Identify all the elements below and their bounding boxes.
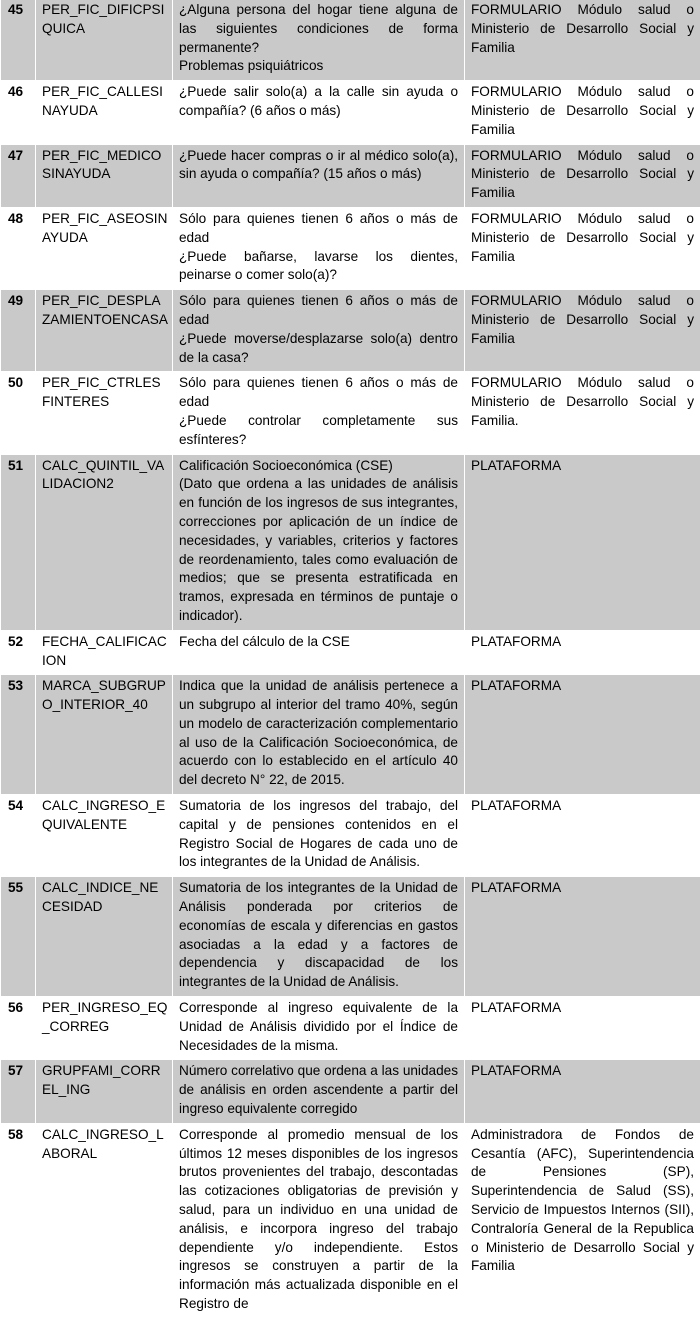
table-row: [1, 795, 700, 877]
description-paragraph: (Dato que ordena a las unidades de análisis en función de los ingresos de sus integrantes, correcciones por aplicación de un índice de necesidades, y variables, criterios y factores de reordenamiento, tales como evaluación de medios; que se presenta estratificada en tramos, expresada en términos de puntaje o indicador).: [179, 475, 458, 625]
description-paragraph: Sumatoria de los ingresos del trabajo, del capital y de pensiones contenidos en el Registro Social de Hogares de cada uno de los integrantes de la Unidad de Análisis.: [179, 797, 458, 872]
description-paragraph: ¿Puede hacer compras o ir al médico solo(a), sin ayuda o compañía? (15 años o más): [179, 147, 458, 185]
row-number: 49: [1, 290, 36, 372]
row-number: 57: [1, 1060, 36, 1123]
description-paragraph: Corresponde al ingreso equivalente de la Unidad de Análisis dividido por el Índice de Necesidades de la misma.: [179, 999, 458, 1055]
data-source: PLATAFORMA: [465, 795, 700, 877]
variable-name: MARCA_SUBGRUPO_INTERIOR_40: [36, 675, 173, 795]
row-number: 48: [1, 207, 36, 289]
variable-name: PER_FIC_ASEOSINAYUDA: [36, 207, 173, 289]
data-source: PLATAFORMA: [465, 877, 700, 997]
variable-description: [173, 1123, 465, 1318]
data-source: FORMULARIO Módulo salud o Ministerio de Desarrollo Social y Familia: [465, 207, 700, 289]
row-number: 45: [1, 0, 36, 81]
data-source: PLATAFORMA: [465, 454, 700, 630]
description-paragraph: Corresponde al promedio mensual de los últimos 12 meses disponibles de los ingresos brutos provenientes del trabajo, descontadas las cotizaciones obligatorias de previsión y salud, para un individuo en una unidad de análisis, e incorpora ingreso del trabajo dependiente y/o independiente. Estos ingresos se construyen a partir de la información más actualizada disponible en el Registro de: [179, 1126, 458, 1314]
row-number: 47: [1, 144, 36, 207]
description-paragraph: Número correlativo que ordena a las unidades de análisis en orden ascendente a partir del ingreso equivalente corregido: [179, 1062, 458, 1118]
table-row: [1, 144, 700, 207]
description-paragraph: ¿Puede salir solo(a) a la calle sin ayuda o compañía? (6 años o más): [179, 83, 458, 121]
data-source: FORMULARIO Módulo salud o Ministerio de Desarrollo Social y Familia: [465, 290, 700, 372]
variable-description: [173, 877, 465, 997]
description-paragraph: ¿Puede moverse/desplazarse solo(a) dentro de la casa?: [179, 330, 458, 368]
table-row: [1, 290, 700, 372]
variable-description: [173, 372, 465, 454]
data-source: PLATAFORMA: [465, 997, 700, 1060]
description-paragraph: Sumatoria de los integrantes de la Unidad de Análisis ponderada por criterios de economías de escala y diferencias en gastos asociadas a la edad y a factores de dependencia y discapacidad de los integrantes de la Unidad de Análisis.: [179, 879, 458, 992]
data-source: PLATAFORMA: [465, 1060, 700, 1123]
data-source: FORMULARIO Módulo salud o Ministerio de Desarrollo Social y Familia: [465, 81, 700, 144]
description-paragraph: ¿Alguna persona del hogar tiene alguna de las siguientes condiciones de forma permanente?: [179, 1, 458, 57]
description-paragraph: Sólo para quienes tienen 6 años o más de edad: [179, 292, 458, 330]
variable-name: PER_FIC_MEDICOSINAYUDA: [36, 144, 173, 207]
variable-name: FECHA_CALIFICACION: [36, 630, 173, 675]
variable-name: CALC_QUINTIL_VALIDACION2: [36, 454, 173, 630]
table-row: [1, 207, 700, 289]
variable-description: [173, 1060, 465, 1123]
description-paragraph: Indica que la unidad de análisis pertenece a un subgrupo al interior del tramo 40%, según un modelo de caracterización complementario al uso de la Calificación Socioeconómica, de acuerdo con lo establecido en el artículo 40 del decreto N° 22, de 2015.: [179, 677, 458, 790]
table-row: [1, 81, 700, 144]
description-paragraph: ¿Puede controlar completamente sus esfínteres?: [179, 412, 458, 450]
table-row: [1, 1060, 700, 1123]
table-row: [1, 0, 700, 81]
variable-name: CALC_INGRESO_EQUIVALENTE: [36, 795, 173, 877]
table-row: [1, 630, 700, 675]
row-number: 52: [1, 630, 36, 675]
data-source: FORMULARIO Módulo salud o Ministerio de Desarrollo Social y Familia.: [465, 372, 700, 454]
row-number: 58: [1, 1123, 36, 1318]
variable-description: [173, 290, 465, 372]
variable-name: CALC_INGRESO_LABORAL: [36, 1123, 173, 1318]
row-number: 55: [1, 877, 36, 997]
data-source: FORMULARIO Módulo salud o Ministerio de Desarrollo Social y Familia: [465, 0, 700, 81]
description-paragraph: ¿Puede bañarse, lavarse los dientes, peinarse o comer solo(a)?: [179, 248, 458, 286]
variable-name: PER_FIC_CTRLESFINTERES: [36, 372, 173, 454]
variable-name: CALC_INDICE_NECESIDAD: [36, 877, 173, 997]
variable-name: PER_FIC_DIFICPSIQUICA: [36, 0, 173, 81]
data-source: PLATAFORMA: [465, 675, 700, 795]
variable-description: [173, 144, 465, 207]
variable-name: PER_INGRESO_EQ_CORREG: [36, 997, 173, 1060]
data-source: FORMULARIO Módulo salud o Ministerio de Desarrollo Social y Familia: [465, 144, 700, 207]
description-paragraph: Calificación Socioeconómica (CSE): [179, 457, 458, 476]
data-source: Administradora de Fondos de Cesantía (AFC), Superintendencia de Pensiones (SP), Superintendencia de Salud (SS), Servicio de Impuestos Internos (SII), Contraloría General de la Republica o Ministerio de Desarrollo Social y Familia: [465, 1123, 700, 1318]
table-row: [1, 454, 700, 630]
variable-description: [173, 630, 465, 675]
table-row: [1, 877, 700, 997]
table-row: [1, 997, 700, 1060]
variable-description: [173, 675, 465, 795]
variable-description: [173, 795, 465, 877]
variable-name: PER_FIC_DESPLAZAMIENTOENCASA: [36, 290, 173, 372]
row-number: 56: [1, 997, 36, 1060]
row-number: 46: [1, 81, 36, 144]
row-number: 51: [1, 454, 36, 630]
variable-name: GRUPFAMI_CORREL_ING: [36, 1060, 173, 1123]
variable-description: [173, 0, 465, 81]
description-paragraph: Sólo para quienes tienen 6 años o más de edad: [179, 374, 458, 412]
table-row: [1, 675, 700, 795]
row-number: 50: [1, 372, 36, 454]
variable-description: [173, 997, 465, 1060]
table-row: [1, 372, 700, 454]
row-number: 53: [1, 675, 36, 795]
description-paragraph: Fecha del cálculo de la CSE: [179, 633, 458, 652]
variable-name: PER_FIC_CALLESINAYUDA: [36, 81, 173, 144]
variables-table-body: [1, 0, 700, 1318]
variable-description: [173, 207, 465, 289]
variable-description: [173, 81, 465, 144]
table-row: [1, 1123, 700, 1318]
data-source: PLATAFORMA: [465, 630, 700, 675]
description-paragraph: Sólo para quienes tienen 6 años o más de edad: [179, 210, 458, 248]
variable-description: [173, 454, 465, 630]
row-number: 54: [1, 795, 36, 877]
description-paragraph: Problemas psiquiátricos: [179, 57, 458, 76]
